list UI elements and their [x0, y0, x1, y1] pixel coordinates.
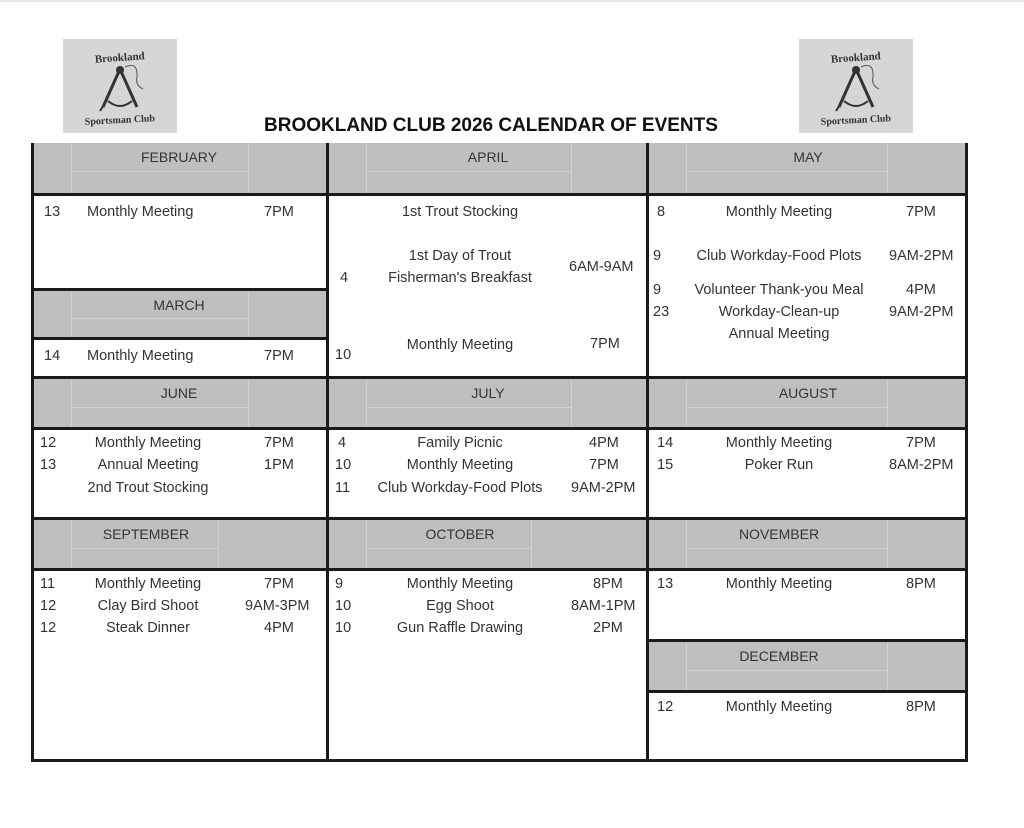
month-name: DECEMBER [739, 648, 819, 664]
event-day: 12 [40, 598, 57, 614]
event-name: 2nd Trout Stocking [87, 480, 209, 496]
event-time: 4PM [589, 435, 619, 451]
event-name: Family Picnic [417, 435, 503, 451]
month-name: MAY [793, 149, 823, 165]
event-name: Monthly Meeting [406, 576, 514, 592]
event-time: 7PM [264, 576, 294, 592]
club-logo-emblem-icon [799, 39, 913, 133]
event-name: Clay Bird Shoot [97, 598, 199, 614]
event-day: 12 [40, 620, 57, 636]
event-name: 1st Day of Trout [408, 248, 512, 264]
event-time: 8PM [906, 699, 936, 715]
event-name: 1st Trout Stocking [401, 204, 519, 220]
event-day: 14 [657, 435, 674, 451]
month-name: MARCH [153, 297, 205, 313]
month-name: JULY [471, 385, 505, 401]
event-time: 7PM [264, 204, 294, 220]
page-top-edge [0, 0, 1024, 2]
month-name: FEBRUARY [141, 149, 217, 165]
month-name: OCTOBER [425, 526, 495, 542]
logo-bottom-text: Sportsman Club [84, 113, 156, 128]
event-time: 7PM [906, 435, 936, 451]
month-name: NOVEMBER [738, 526, 820, 542]
event-name: Gun Raffle Drawing [396, 620, 524, 636]
event-time: 8PM [906, 576, 936, 592]
event-name: Monthly Meeting [87, 204, 194, 220]
event-day: 9 [653, 248, 662, 264]
month-name: APRIL [467, 149, 509, 165]
event-day: 4 [338, 435, 347, 451]
event-time: 7PM [590, 336, 620, 352]
month-header-august [649, 376, 965, 430]
event-time: 1PM [264, 457, 294, 473]
event-day: 10 [335, 347, 352, 363]
event-name: Poker Run [744, 457, 814, 473]
event-name: Monthly Meeting [406, 457, 514, 473]
event-name: Club Workday-Food Plots [696, 248, 862, 264]
month-header-may [649, 143, 965, 196]
month-name: SEPTEMBER [102, 526, 190, 542]
month-header-september [34, 517, 326, 571]
club-logo-left [63, 39, 177, 133]
month-body-april [329, 196, 646, 379]
event-day: 14 [44, 348, 61, 364]
event-day: 12 [40, 435, 57, 451]
month-header-november [649, 517, 965, 571]
event-name: Monthly Meeting [94, 435, 202, 451]
event-time: 4PM [264, 620, 294, 636]
event-day: 13 [657, 576, 674, 592]
event-day: 8 [657, 204, 666, 220]
event-time: 7PM [264, 348, 294, 364]
month-header-july [329, 376, 646, 430]
event-day: 13 [44, 204, 61, 220]
event-time: 9AM-2PM [571, 480, 636, 496]
month-header-february [34, 143, 326, 196]
month-header-march [34, 288, 326, 340]
event-day: 13 [40, 457, 57, 473]
club-logo-right [799, 39, 913, 133]
event-day: 4 [340, 270, 349, 286]
event-day: 10 [335, 457, 352, 473]
event-name: Steak Dinner [106, 620, 190, 636]
event-time: 8AM-2PM [889, 457, 954, 473]
event-time: 7PM [264, 435, 294, 451]
event-name: Volunteer Thank-you Meal [694, 282, 864, 298]
event-name: Monthly Meeting [725, 699, 833, 715]
event-time: 2PM [593, 620, 623, 636]
month-body-may [649, 196, 965, 379]
event-name-line2: Annual Meeting [728, 326, 830, 342]
event-name: Monthly Meeting [725, 204, 833, 220]
logo-bottom-text: Sportsman Club [820, 113, 892, 128]
logo-top-text: Brookland [94, 50, 146, 66]
event-name: Monthly Meeting [94, 576, 202, 592]
event-day: 11 [40, 576, 56, 592]
month-header-june [34, 376, 326, 430]
event-name: Annual Meeting [97, 457, 199, 473]
event-day: 9 [335, 576, 344, 592]
event-name: Egg Shoot [426, 598, 494, 614]
event-time: 6AM-9AM [569, 259, 634, 275]
event-day: 10 [335, 620, 352, 636]
calendar-grid [31, 143, 968, 762]
event-name: Monthly Meeting [725, 435, 833, 451]
event-name-line2: Fisherman's Breakfast [388, 270, 532, 286]
month-header-december [649, 639, 965, 693]
event-name: Monthly Meeting [725, 576, 833, 592]
club-logo-emblem-icon [63, 39, 177, 133]
event-time: 9AM-2PM [889, 304, 954, 320]
event-time: 8AM-1PM [571, 598, 636, 614]
event-day: 11 [335, 480, 351, 496]
event-time: 7PM [906, 204, 936, 220]
event-time: 7PM [589, 457, 619, 473]
event-time: 8PM [593, 576, 623, 592]
event-time: 9AM-3PM [245, 598, 310, 614]
month-name: AUGUST [778, 385, 838, 401]
event-time: 9AM-2PM [889, 248, 954, 264]
page-title: BROOKLAND CLUB 2026 CALENDAR OF EVENTS [264, 115, 718, 136]
logo-top-text: Brookland [830, 50, 882, 66]
event-day: 10 [335, 598, 352, 614]
event-day: 9 [653, 282, 662, 298]
event-day: 23 [653, 304, 670, 320]
event-name: Monthly Meeting [87, 348, 194, 364]
event-day: 12 [657, 699, 674, 715]
event-time: 4PM [906, 282, 936, 298]
event-day: 15 [657, 457, 674, 473]
month-name: JUNE [160, 385, 198, 401]
event-name: Workday-Clean-up [718, 304, 840, 320]
event-name: Monthly Meeting [406, 337, 514, 353]
month-header-october [329, 517, 646, 571]
event-name: Club Workday-Food Plots [377, 480, 543, 496]
month-header-april [329, 143, 646, 196]
